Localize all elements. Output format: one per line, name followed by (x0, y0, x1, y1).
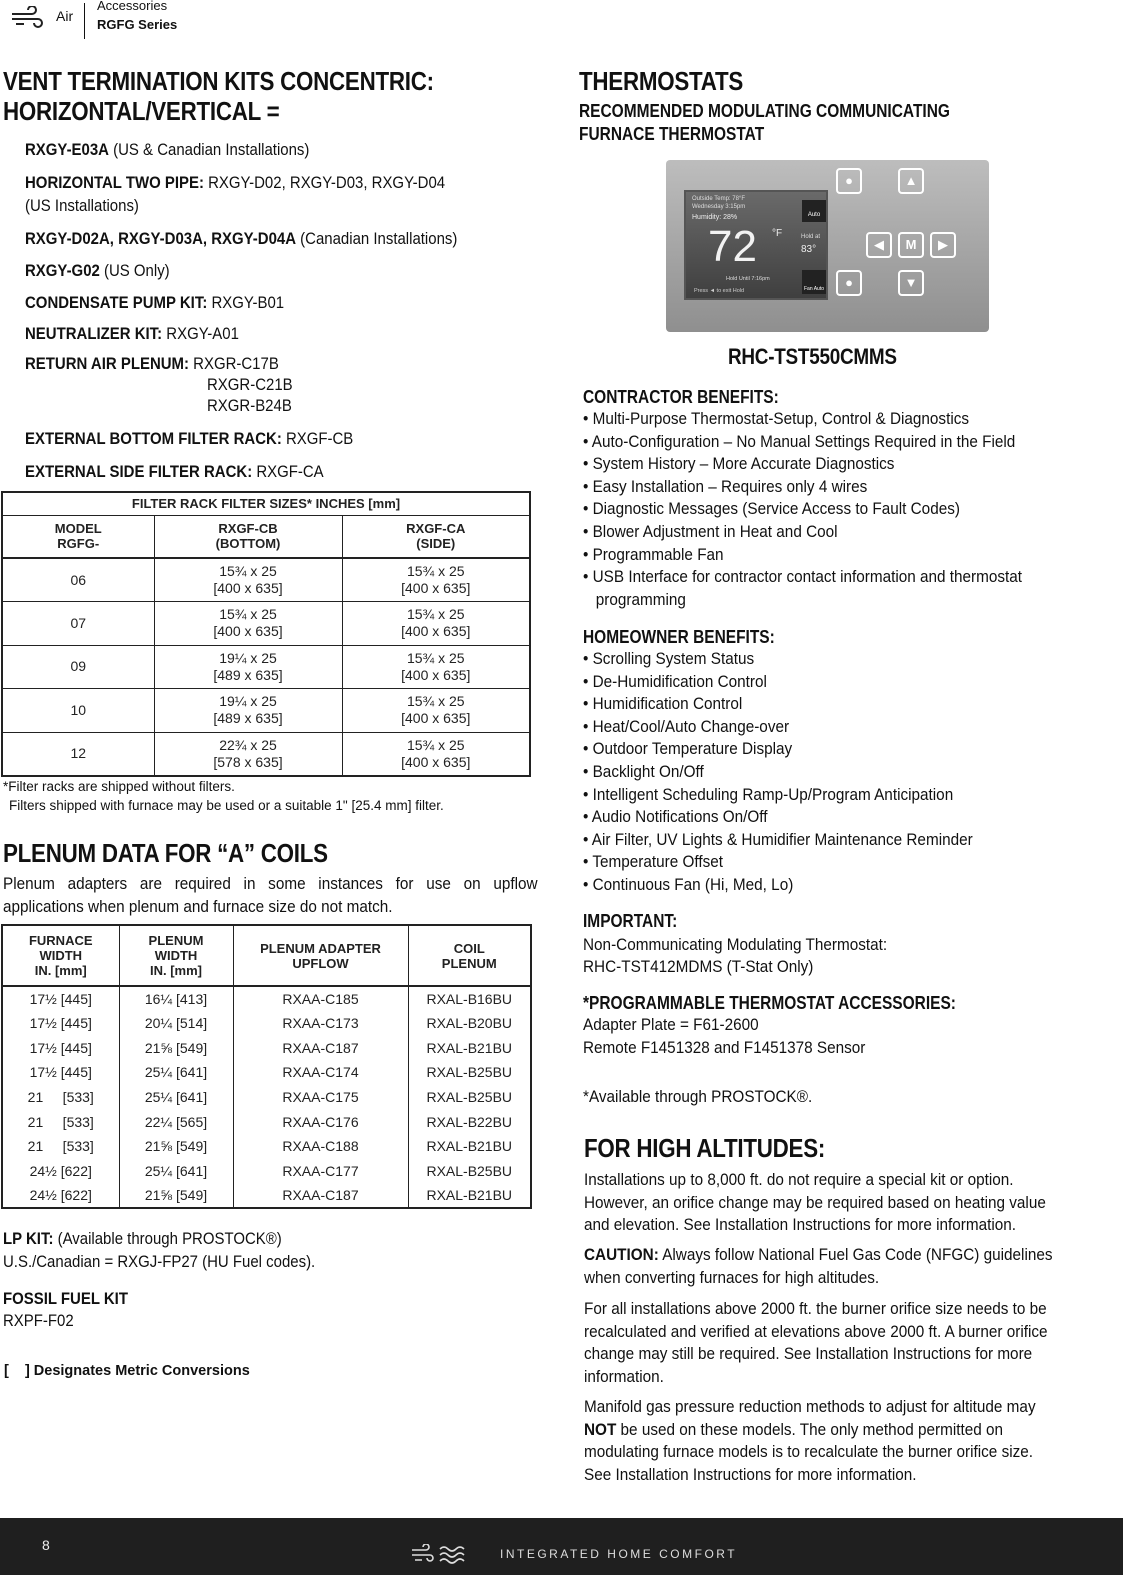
plenum-cell-coil: RXAL-B16BU (408, 986, 531, 1011)
filter-cell-model: 10 (2, 689, 154, 733)
plenum-table-row (2, 1109, 531, 1134)
benefit-item: • Programmable Fan (583, 544, 724, 564)
filter-cell-model: 06 (2, 558, 154, 602)
filter-col-model: MODEL RGFG- (2, 515, 154, 558)
filter-cell-cb: 19¼ x 25 [489 x 635] (154, 689, 342, 733)
vent-item-text: RXGF-CB (281, 429, 354, 448)
filter-cell-ca: 15¾ x 25 [400 x 635] (342, 602, 530, 646)
benefit-item: • USB Interface for contractor contact information and thermostat (583, 567, 1023, 587)
thermostat-left-button: ◀ (866, 232, 892, 258)
filter-cell-ca: 15¾ x 25 [400 x 635] (342, 558, 530, 602)
fossil-title: FOSSIL FUEL KIT (3, 1289, 128, 1308)
vent-item-text: (US Installations) (25, 196, 139, 215)
filter-table-row (2, 558, 530, 602)
benefit-item: • Air Filter, UV Lights & Humidifier Maintenance Reminder (583, 829, 973, 849)
plenum-table-row (2, 1159, 531, 1184)
vent-section (3, 66, 504, 126)
plenum-cell-pw: 21⅝ [549] (119, 1184, 233, 1209)
filter-cell-cb: 19¼ x 25 [489 x 635] (154, 645, 342, 689)
vent-item-bold: RXGY-G02 (25, 261, 100, 280)
vent-item-bold: EXTERNAL SIDE FILTER RACK: (25, 462, 253, 481)
screen-fan-auto: Fan Auto (802, 270, 826, 294)
plenum-cell-pw: 21⅝ [549] (119, 1035, 233, 1060)
accessories-line1: Adapter Plate = F61-2600 (583, 1015, 759, 1034)
plenum-cell-adapter: RXAA-C188 (233, 1134, 408, 1159)
plenum-col-width: PLENUM WIDTH IN. [mm] (119, 925, 233, 986)
filter-cell-ca: 15¾ x 25 [400 x 635] (342, 645, 530, 689)
filter-col-ca: RXGF-CA (SIDE) (342, 515, 530, 558)
filter-table-row (2, 602, 530, 646)
plenum-table-row (2, 1060, 531, 1085)
benefit-item: • Diagnostic Messages (Service Access to Fault Codes) (583, 499, 960, 519)
fossil-value: RXPF-F02 (3, 1311, 74, 1330)
benefit-item: • Continuous Fan (Hi, Med, Lo) (583, 874, 794, 894)
thermostat-down-button: ▼ (898, 270, 924, 296)
vent-item-bold: EXTERNAL BOTTOM FILTER RACK: (25, 429, 282, 448)
plenum-cell-adapter: RXAA-C174 (233, 1060, 408, 1085)
filter-note-1: *Filter racks are shipped without filters. (3, 779, 235, 794)
plenum-cell-fw: 21 [533] (2, 1134, 119, 1159)
benefit-item: • Backlight On/Off (583, 761, 704, 781)
plenum-cell-coil: RXAL-B21BU (408, 1134, 531, 1159)
benefit-item: • Intelligent Scheduling Ramp-Up/Program Anticipation (583, 784, 954, 804)
plenum-cell-coil: RXAL-B25BU (408, 1085, 531, 1110)
important-line2: RHC-TST412MDMS (T-Stat Only) (583, 957, 814, 976)
thermostat-image (666, 160, 989, 332)
vent-title-line2: HORIZONTAL/VERTICAL = (3, 96, 280, 126)
filter-table-title: FILTER RACK FILTER SIZES* INCHES [mm] (2, 492, 530, 515)
screen-temp: 72 (708, 222, 757, 271)
accessories-line2: Remote F1451328 and F1451378 Sensor (583, 1038, 866, 1057)
benefit-item: • Multi-Purpose Thermostat-Setup, Control & Diagnostics (583, 409, 970, 428)
lp-kit-line1: LP KIT: (Available through PROSTOCK®) (3, 1229, 282, 1248)
benefit-item: • De-Humidification Control (583, 671, 767, 691)
plenum-cell-fw: 17½ [445] (2, 1060, 119, 1085)
plenum-cell-adapter: RXAA-C176 (233, 1109, 408, 1134)
vent-item-bold: NEUTRALIZER KIT: (25, 324, 163, 343)
vent-item-bold: RETURN AIR PLENUM: (25, 354, 190, 373)
vent-item-bold: RXGY-E03A (25, 140, 109, 159)
vent-item-bold: HORIZONTAL TWO PIPE: (25, 173, 204, 192)
plenum-cell-adapter: RXAA-C187 (233, 1184, 408, 1209)
filter-cell-model: 09 (2, 645, 154, 689)
benefit-item: • Audio Notifications On/Off (583, 807, 768, 827)
plenum-table-row (2, 1011, 531, 1036)
vent-item-text: (US & Canadian Installations) (108, 140, 310, 159)
filter-cell-model: 07 (2, 602, 154, 646)
thermostats-title: THERMOSTATS (579, 66, 744, 96)
plenum-cell-pw: 16¼ [413] (119, 986, 233, 1011)
filter-note-2: Filters shipped with furnace may be used or a suitable 1" [25.4 mm] filter. (9, 798, 444, 813)
header-air-label: Air (56, 8, 74, 24)
vent-item-text: RXGR-C21B (207, 375, 293, 394)
filter-cell-ca: 15¾ x 25 [400 x 635] (342, 689, 530, 733)
plenum-cell-pw: 21⅝ [549] (119, 1134, 233, 1159)
metric-note: [ ] Designates Metric Conversions (4, 1363, 250, 1379)
plenum-cell-pw: 25¼ [641] (119, 1159, 233, 1184)
footer-bar (0, 1518, 1123, 1575)
contractor-benefits (583, 408, 1071, 611)
plenum-cell-coil: RXAL-B20BU (408, 1011, 531, 1036)
header-series: RGFG Series (97, 17, 178, 32)
filter-table-row (2, 689, 530, 733)
plenum-title: PLENUM DATA FOR “A” COILS (3, 838, 328, 868)
thermostat-m-button: M (898, 232, 924, 258)
screen-outside: Outside Temp: 78°F (692, 196, 745, 202)
plenum-cell-adapter: RXAA-C175 (233, 1085, 408, 1110)
plenum-cell-adapter: RXAA-C177 (233, 1159, 408, 1184)
filter-rack-table (1, 491, 531, 777)
plenum-cell-fw: 17½ [445] (2, 1011, 119, 1036)
screen-mode-auto: Auto (802, 200, 826, 222)
screen-press: Press ◄ to exit Hold (694, 288, 745, 294)
contractor-title: CONTRACTOR BENEFITS: (583, 387, 779, 407)
plenum-intro-1: Plenum adapters are required in some instances for use on upflow (3, 874, 538, 893)
header-divider (84, 3, 85, 39)
benefit-item: • Heat/Cool/Auto Change-over (583, 716, 790, 736)
plenum-table-row (2, 1134, 531, 1159)
vent-item-text: RXGR-B24B (207, 396, 292, 415)
plenum-table-row (2, 1085, 531, 1110)
filter-col-cb: RXGF-CB (BOTTOM) (154, 515, 342, 558)
plenum-cell-coil: RXAL-B22BU (408, 1109, 531, 1134)
filter-cell-cb: 22¾ x 25 [578 x 635] (154, 732, 342, 776)
benefit-item: • Blower Adjustment in Heat and Cool (583, 521, 838, 541)
vent-item-text: (US Only) (99, 261, 170, 280)
vent-item-text: RXGY-A01 (162, 324, 239, 343)
screen-hold: Hold at (801, 234, 821, 240)
plenum-cell-adapter: RXAA-C187 (233, 1035, 408, 1060)
air-wind-icon (10, 6, 46, 30)
plenum-table-row (2, 986, 531, 1011)
thermostats-subtitle-1: RECOMMENDED MODULATING COMMUNICATING (579, 101, 950, 121)
altitude-p4: Manifold gas pressure reduction methods to adjust for altitude may NOT be used on these models. The only method permitted on modulating furnace models is to recalculate the burner orifice size. See Installation Instructions for more information. (584, 1397, 1036, 1484)
plenum-cell-fw: 17½ [445] (2, 986, 119, 1011)
page-number: 8 (42, 1537, 50, 1553)
homeowner-title: HOMEOWNER BENEFITS: (583, 627, 775, 647)
important-title: IMPORTANT: (583, 911, 678, 931)
screen-hold-until: Hold Until 7:16pm (726, 276, 770, 282)
benefit-item: • Scrolling System Status (583, 649, 755, 668)
benefit-item: • Easy Installation – Requires only 4 wires (583, 476, 868, 496)
plenum-table (1, 924, 532, 1209)
plenum-cell-coil: RXAL-B21BU (408, 1035, 531, 1060)
thermostat-screen (684, 190, 828, 300)
benefit-item: • Temperature Offset (583, 852, 724, 872)
plenum-cell-adapter: RXAA-C185 (233, 986, 408, 1011)
vent-item-text: RXGR-C17B (189, 354, 279, 373)
thermostat-up-button: ▲ (898, 168, 924, 194)
vent-item-text: RXGF-CA (252, 462, 324, 481)
filter-table-row (2, 645, 530, 689)
plenum-cell-adapter: RXAA-C173 (233, 1011, 408, 1036)
altitude-caution: CAUTION: Always follow National Fuel Gas Code (NFGC) guidelines when converting furnaces for high altitudes. (584, 1245, 1053, 1287)
brand-icons (410, 1544, 480, 1566)
lp-kit-line2: U.S./Canadian = RXGJ-FP27 (HU Fuel codes). (3, 1252, 316, 1271)
plenum-cell-pw: 25¼ [641] (119, 1085, 233, 1110)
altitude-title: FOR HIGH ALTITUDES: (584, 1133, 826, 1163)
plenum-col-adapter: PLENUM ADAPTER UPFLOW (233, 925, 408, 986)
plenum-table-row (2, 1184, 531, 1209)
vent-item-bold: CONDENSATE PUMP KIT: (25, 293, 208, 312)
vent-title-line1: VENT TERMINATION KITS CONCENTRIC: (3, 66, 434, 96)
benefit-item: • Humidification Control (583, 694, 743, 714)
important-line1: Non-Communicating Modulating Thermostat: (583, 935, 888, 954)
thermostats-subtitle-2: FURNACE THERMOSTAT (579, 124, 765, 144)
brand-text: INTEGRATED HOME COMFORT (500, 1547, 738, 1561)
vent-item-bold: RXGY-D02A, RXGY-D03A, RXGY-D04A (25, 229, 297, 248)
plenum-cell-coil: RXAL-B25BU (408, 1060, 531, 1085)
vent-item-text: RXGY-D02, RXGY-D03, RXGY-D04 (203, 173, 446, 192)
plenum-cell-fw: 21 [533] (2, 1085, 119, 1110)
plenum-cell-fw: 17½ [445] (2, 1035, 119, 1060)
vent-item-text: (Canadian Installations) (296, 229, 458, 248)
vent-item-text: RXGY-B01 (207, 293, 285, 312)
plenum-cell-fw: 24½ [622] (2, 1184, 119, 1209)
filter-table-row (2, 732, 530, 776)
plenum-cell-coil: RXAL-B21BU (408, 1184, 531, 1209)
altitude-p1: Installations up to 8,000 ft. do not require a special kit or option. However, an orifice change may be required based on heating value and elevation. See Installation Instructions for more information. (584, 1170, 1046, 1235)
screen-date: Wednesday 3:15pm (692, 204, 746, 210)
thermostat-dot2-button: ● (836, 270, 862, 296)
benefit-item: • Auto-Configuration – No Manual Settings Required in the Field (583, 431, 1016, 451)
benefit-item: programming (583, 589, 686, 609)
accessories-title: *PROGRAMMABLE THERMOSTAT ACCESSORIES: (583, 993, 956, 1013)
benefit-item: • Outdoor Temperature Display (583, 739, 793, 759)
filter-cell-cb: 15¾ x 25 [400 x 635] (154, 602, 342, 646)
plenum-cell-pw: 25¼ [641] (119, 1060, 233, 1085)
homeowner-benefits (583, 648, 1016, 897)
plenum-intro-2: applications when plenum and furnace size do not match. (3, 897, 393, 916)
filter-cell-cb: 15¾ x 25 [400 x 635] (154, 558, 342, 602)
thermostat-dot-button: ● (836, 168, 862, 194)
screen-unit: °F (772, 228, 783, 239)
plenum-cell-coil: RXAL-B25BU (408, 1159, 531, 1184)
thermostat-right-button: ▶ (930, 232, 956, 258)
filter-cell-model: 12 (2, 732, 154, 776)
plenum-col-coil: COIL PLENUM (408, 925, 531, 986)
plenum-cell-pw: 22¼ [565] (119, 1109, 233, 1134)
screen-humidity: Humidity: 28% (692, 214, 738, 221)
plenum-cell-fw: 21 [533] (2, 1109, 119, 1134)
plenum-table-row (2, 1035, 531, 1060)
plenum-cell-fw: 24½ [622] (2, 1159, 119, 1184)
header-accessories: Accessories (97, 0, 168, 13)
benefit-item: • System History – More Accurate Diagnostics (583, 454, 895, 474)
filter-cell-ca: 15¾ x 25 [400 x 635] (342, 732, 530, 776)
plenum-col-furnace: FURNACE WIDTH IN. [mm] (2, 925, 119, 986)
thermostat-model: RHC-TST550CMMS (728, 344, 897, 369)
prostock-note: *Available through PROSTOCK®. (583, 1087, 813, 1106)
altitude-p3: For all installations above 2000 ft. the burner orifice size needs to be recalculated and verified at elevations above 2000 ft. A burner orifice change may still be required. See Installation Instructions for more information. (584, 1299, 1048, 1386)
screen-setpoint: 83° (801, 244, 817, 255)
plenum-cell-pw: 20¼ [514] (119, 1011, 233, 1036)
